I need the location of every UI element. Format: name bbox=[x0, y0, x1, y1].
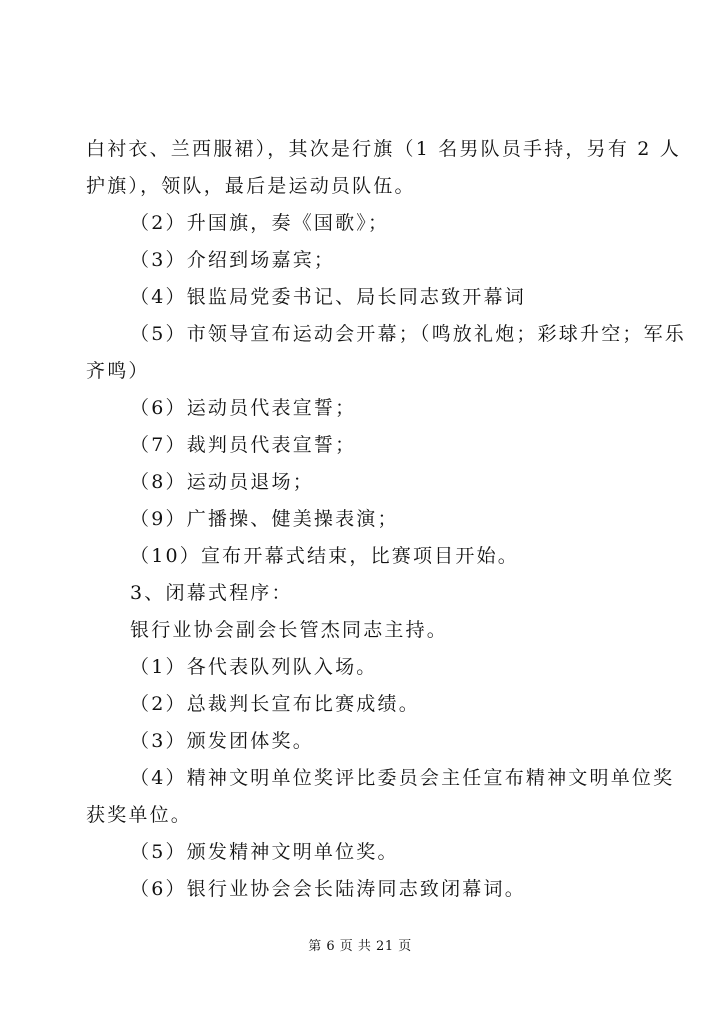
text-line: （10）宣布开幕式结束，比赛项目开始。 bbox=[130, 545, 519, 567]
text-line: （5）市领导宣布运动会开幕；（鸣放礼炮；彩球升空；军乐 bbox=[130, 323, 686, 345]
text-line: （1）各代表队列队入场。 bbox=[130, 656, 378, 678]
text-line: （2）总裁判长宣布比赛成绩。 bbox=[130, 693, 420, 715]
text-line: 3、闭幕式程序： bbox=[130, 582, 293, 604]
text-line: （3）介绍到场嘉宾； bbox=[130, 249, 336, 271]
text-line: （4）精神文明单位奖评比委员会主任宣布精神文明单位奖 bbox=[130, 767, 675, 789]
text-line: （8）运动员退场； bbox=[130, 471, 314, 493]
text-line: （9）广播操、健美操表演； bbox=[130, 508, 399, 530]
text-line: （6）运动员代表宣誓； bbox=[130, 397, 357, 419]
text-line: （3）颁发团体奖。 bbox=[130, 730, 314, 752]
text-line: 齐鸣） bbox=[86, 360, 150, 382]
text-line: （6）银行业协会会长陆涛同志致闭幕词。 bbox=[130, 878, 526, 900]
text-line: 获奖单位。 bbox=[86, 804, 193, 826]
text-line: 银行业协会副会长管杰同志主持。 bbox=[130, 619, 449, 641]
text-line: 白衬衣、兰西服裙），其次是行旗（1 名男队员手持，另有 2 人 bbox=[86, 138, 681, 160]
page-footer: 第 6 页 共 21 页 bbox=[308, 939, 412, 954]
text-line: （7）裁判员代表宣誓； bbox=[130, 434, 357, 456]
text-line: （4）银监局党委书记、局长同志致开幕词 bbox=[130, 286, 526, 308]
document-body bbox=[86, 131, 686, 908]
text-line: （5）颁发精神文明单位奖。 bbox=[130, 841, 399, 863]
text-line: （2）升国旗，奏《国歌》； bbox=[130, 212, 390, 234]
text-line: 护旗），领队，最后是运动员队伍。 bbox=[86, 175, 416, 197]
